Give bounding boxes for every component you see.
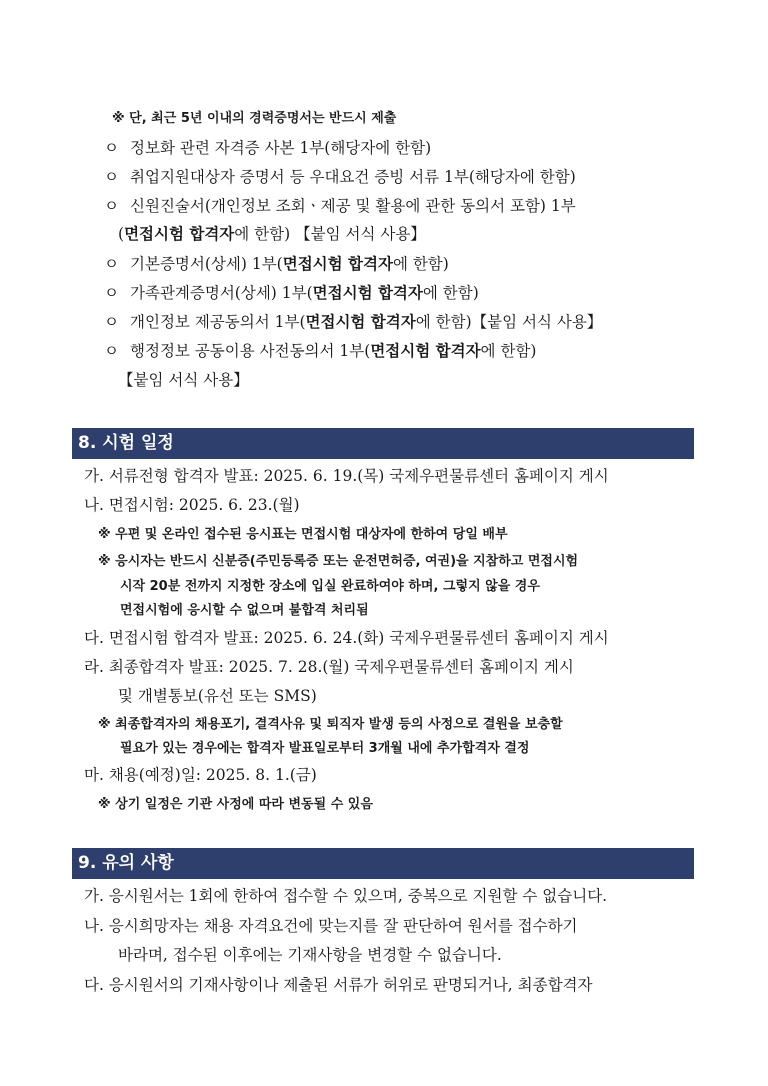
id-requirement-note: ※ 응시자는 반드시 신분증(주민등록증 또는 운전면허증, 여권)을 지참하고 면접시험 bbox=[98, 554, 579, 569]
notice-item-eligibility: 나. 응시희망자는 채용 자격요건에 맞는지를 잘 판단하여 원서를 접수하기 bbox=[84, 917, 578, 935]
text: 에 한함) bbox=[422, 284, 479, 302]
bullet-icon: ㅇ bbox=[104, 284, 119, 302]
list-item-continuation: 【붙임 서식 사용】 bbox=[118, 371, 249, 389]
bullet-icon: ㅇ bbox=[104, 313, 119, 331]
text: 행정정보 공동이용 사전동의서 1부( bbox=[130, 342, 371, 360]
bullet-icon: ㅇ bbox=[104, 342, 119, 360]
text: 에 한함) bbox=[392, 255, 449, 273]
text: 에 한함) 【붙임 서식 사용】 bbox=[234, 225, 426, 243]
list-item bbox=[104, 341, 536, 361]
list-item bbox=[104, 283, 479, 303]
schedule-change-note: ※ 상기 일정은 기관 사정에 따라 변동될 수 있음 bbox=[98, 797, 373, 812]
career-certificate-note: ※ 단, 최근 5년 이내의 경력증명서는 반드시 제출 bbox=[112, 111, 397, 126]
text: 가족관계증명서(상세) 1부( bbox=[130, 284, 313, 302]
list-item bbox=[104, 312, 602, 332]
section-divider bbox=[72, 458, 694, 459]
section-divider bbox=[72, 878, 694, 879]
section-header-notices: 9. 유의 사항 bbox=[72, 848, 694, 878]
emphasis-text: 면접시험 합격자 bbox=[305, 313, 416, 331]
id-requirement-note-cont: 면접시험에 응시할 수 없으며 불합격 처리됨 bbox=[120, 603, 369, 618]
section-header-schedule: 8. 시험 일정 bbox=[72, 428, 694, 458]
text: ( bbox=[118, 225, 125, 243]
schedule-item-final-results-cont: 및 개별통보(유선 또는 SMS) bbox=[118, 687, 317, 705]
bullet-icon: ㅇ bbox=[104, 139, 119, 157]
text: 에 한함)【붙임 서식 사용】 bbox=[415, 313, 603, 331]
id-requirement-note-cont: 시작 20분 전까지 지정한 장소에 입실 완료하여야 하며, 그렇지 않을 경우 bbox=[120, 579, 540, 594]
text: 개인정보 제공동의서 1부( bbox=[130, 313, 306, 331]
list-item bbox=[104, 196, 576, 216]
bullet-icon: ㅇ bbox=[104, 197, 119, 215]
list-item-text: 취업지원대상자 증명서 등 우대요건 증빙 서류 1부(해당자에 한함) bbox=[130, 168, 576, 186]
emphasis-text: 면접시험 합격자 bbox=[282, 255, 393, 273]
schedule-item-interview: 나. 면접시험: 2025. 6. 23.(월) bbox=[84, 496, 300, 514]
schedule-item-document-results: 가. 서류전형 합격자 발표: 2025. 6. 19.(목) 국제우편물류센터 홈페이지 게시 bbox=[84, 467, 609, 485]
notice-item-eligibility-cont: 바라며, 접수된 이후에는 기재사항을 변경할 수 없습니다. bbox=[118, 946, 502, 964]
interview-note: ※ 우편 및 온라인 접수된 응시표는 면접시험 대상자에 한하여 당일 배부 bbox=[98, 527, 508, 542]
emphasis-text: 면접시험 합격자 bbox=[312, 284, 423, 302]
notice-item-one-application: 가. 응시원서는 1회에 한하여 접수할 수 있으며, 중복으로 지원할 수 없습니다. bbox=[84, 887, 608, 905]
list-item bbox=[104, 138, 431, 158]
text: 기본증명서(상세) 1부( bbox=[130, 255, 283, 273]
emphasis-text: 면접시험 합격자 bbox=[124, 225, 235, 243]
list-item-text: 신원진술서(개인정보 조회ㆍ제공 및 활용에 관한 동의서 포함) 1부 bbox=[130, 197, 576, 215]
list-item bbox=[104, 254, 449, 274]
schedule-item-final-results: 라. 최종합격자 발표: 2025. 7. 28.(월) 국제우편물류센터 홈페이지 게시 bbox=[84, 658, 574, 676]
bullet-icon: ㅇ bbox=[104, 168, 119, 186]
bullet-icon: ㅇ bbox=[104, 255, 119, 273]
additional-hire-note: ※ 최종합격자의 채용포기, 결격사유 및 퇴직자 발생 등의 사정으로 결원을 보충할 bbox=[98, 717, 563, 732]
list-item-text: 정보화 관련 자격증 사본 1부(해당자에 한함) bbox=[130, 139, 432, 157]
list-item bbox=[104, 167, 576, 187]
notice-item-false-documents: 다. 응시원서의 기재사항이나 제출된 서류가 허위로 판명되거나, 최종합격자 bbox=[84, 976, 593, 994]
emphasis-text: 면접시험 합격자 bbox=[370, 342, 481, 360]
schedule-item-hire-date: 마. 채용(예정)일: 2025. 8. 1.(금) bbox=[84, 766, 317, 784]
additional-hire-note-cont: 필요가 있는 경우에는 합격자 발표일로부터 3개월 내에 추가합격자 결정 bbox=[120, 741, 530, 756]
schedule-item-interview-results: 다. 면접시험 합격자 발표: 2025. 6. 24.(화) 국제우편물류센터 홈페이지 게시 bbox=[84, 629, 609, 647]
text: 에 한함) bbox=[480, 342, 537, 360]
list-item-continuation bbox=[118, 224, 426, 244]
